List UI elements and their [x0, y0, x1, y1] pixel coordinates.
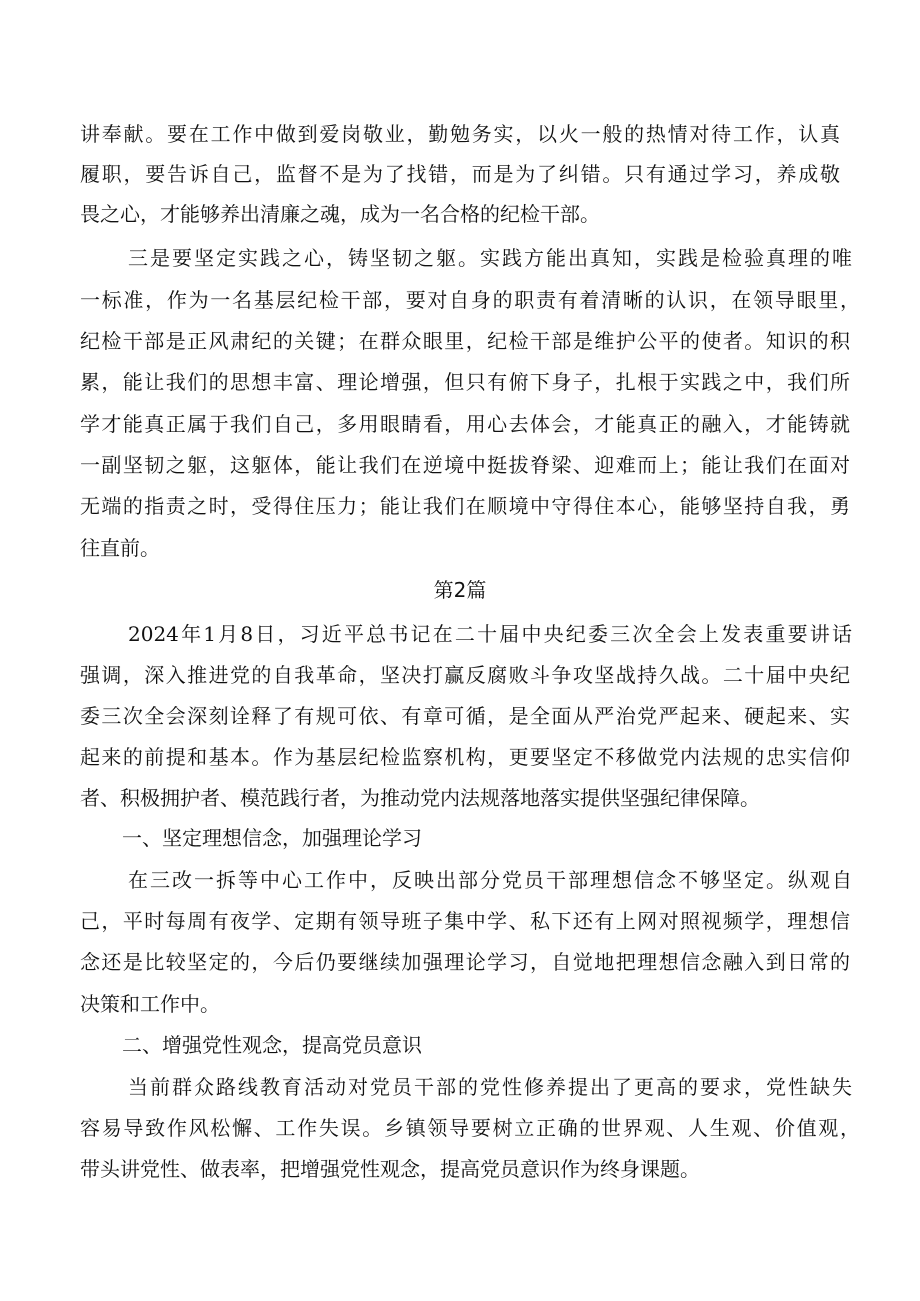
heading-2: 二、增强党性观念，提高党员意识: [122, 1033, 422, 1057]
text-line: 者、积极拥护者、模范践行者，为推动党内法规落地落实提供坚强纪律保障。: [80, 786, 760, 810]
text-line: 当前群众路线教育活动对党员干部的党性修养提出了更高的要求，党性缺失: [128, 1075, 852, 1099]
text-line: 起来的前提和基本。作为基层纪检监察机构，更要坚定不移做党内法规的忠实信仰: [80, 745, 850, 769]
text-line: 念还是比较坚定的，今后仍要继续加强理论学习，自觉地把理想信念融入到日常的: [80, 950, 850, 974]
text-line: 带头讲党性、做表率，把增强党性观念，提高党员意识作为终身课题。: [80, 1157, 700, 1181]
text-line: 累，能让我们的思想丰富、理论增强，但只有俯下身子，扎根于实践之中，我们所: [80, 370, 850, 394]
text-line: 讲奉献。要在工作中做到爱岗敬业，勤勉务实，以火一般的热情对待工作，认真: [80, 122, 840, 146]
text-line: 一标准，作为一名基层纪检干部，要对自身的职责有着清晰的认识，在领导眼里，: [80, 288, 860, 312]
text-line: 畏之心，才能够养出清廉之魂，成为一名合格的纪检干部。: [80, 202, 600, 226]
text-line: 无端的指责之时，受得住压力；能让我们在顺境中守得住本心，能够坚持自我，勇: [80, 494, 850, 518]
text-line: 在三改一拆等中心工作中，反映出部分党员干部理想信念不够坚定。纵观自: [128, 868, 852, 892]
text-line: 强调，深入推进党的自我革命，坚决打赢反腐败斗争攻坚战持久战。二十届中央纪: [80, 663, 850, 687]
text-line: 2024年1月8日，习近平总书记在二十届中央纪委三次全会上发表重要讲话: [128, 622, 852, 646]
section-title: 第2篇: [433, 578, 487, 602]
text-line: 履职，要告诉自己，监督不是为了找错，而是为了纠错。只有通过学习，养成敬: [80, 162, 840, 186]
text-line: 己，平时每周有夜学、定期有领导班子集中学、私下还有上网对照视频学，理想信: [80, 909, 850, 933]
text-line: 决策和工作中。: [80, 992, 220, 1016]
text-line: 三是要坚定实践之心，铸坚韧之躯。实践方能出真知，实践是检验真理的唯: [128, 246, 852, 270]
text-line: 纪检干部是正风肃纪的关键；在群众眼里，纪检干部是维护公平的使者。知识的积: [80, 329, 850, 353]
text-line: 学才能真正属于我们自己，多用眼睛看，用心去体会，才能真正的融入，才能铸就: [80, 412, 850, 436]
text-line: 容易导致作风松懈、工作失误。乡镇领导要树立正确的世界观、人生观、价值观，: [80, 1116, 860, 1140]
text-line: 委三次全会深刻诠释了有规可依、有章可循，是全面从严治党严起来、硬起来、实: [80, 704, 850, 728]
text-line: 往直前。: [80, 536, 160, 560]
heading-1: 一、坚定理想信念，加强理论学习: [122, 826, 422, 850]
text-line: 一副坚韧之躯，这躯体，能让我们在逆境中挺拔脊梁、迎难而上；能让我们在面对: [80, 453, 850, 477]
